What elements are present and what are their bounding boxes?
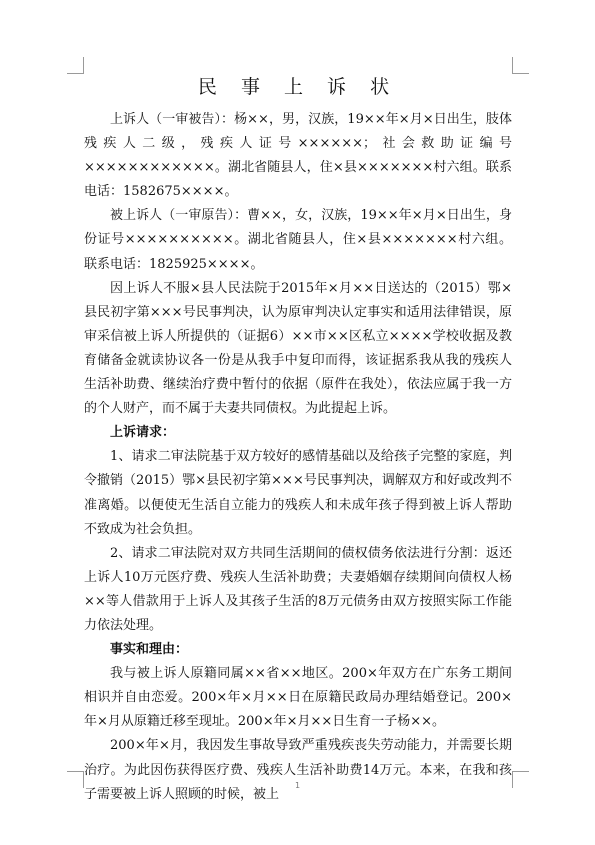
top-left-margin-mark [67, 57, 84, 74]
appeal-reason-paragraph: 因上诉人不服×县人民法院于2015年×月××日送达的（2015）鄂×县民初字第×××号民事判决，认为原审判决认定事实和适用法律错误，原审采信被上诉人所提供的（证据6）××市××区私立××××学校收据及教育储备金就读协议各一份是从我手中复印而得，该证据系我从我的残疾人生活补助费、继续治疗费中暂付的依据（原件在我处），依法应属于我一方的个人财产，而不属于夫妻共同债权。为此提起上诉。 [84, 280, 512, 417]
appeal-requests-heading: 上诉请求： [110, 425, 176, 441]
facts-reasons-heading: 事实和理由： [110, 642, 189, 658]
appellee-info: 被上诉人（一审原告）：曹××，女，汉族，19××年×月×日出生，身份证号××××××××××。湖北省随县人，住×县×××××××村六组。联系电话：1825925××××。 [84, 208, 512, 272]
appeal-request-2: 2、请求二审法院对双方共同生活期间的债权债务依法进行分割：返还上诉人10万元医疗费、残疾人生活补助费；夫妻婚姻存续期间向债权人杨××等人借款用于上诉人及其孩子生活的8万元债务由双方按照实际工作能力依法处理。 [84, 545, 512, 633]
document-body[interactable] [84, 72, 512, 807]
appeal-request-1: 1、请求二审法院基于双方较好的感情基础以及给孩子完整的家庭，判令撤销（2015）鄂×县民初字第×××号民事判决，调解双方和好或改判不准离婚。以便使无生活自立能力的残疾人和未成年孩子得到被上诉人帮助不致成为社会负担。 [84, 449, 512, 537]
facts-paragraph-1: 我与被上诉人原籍同属××省××地区。200×年双方在广东务工期间相识并自由恋爱。200×年×月××日在原籍民政局办理结婚登记。200×年×月从原籍迁移至现址。200×年×月××日生育一子杨××。 [84, 666, 512, 730]
top-right-margin-mark [512, 57, 529, 74]
facts-paragraph-2: 200×年×月，我因发生事故导致严重残疾丧失劳动能力，并需要长期治疗。为此因伤获得医疗费、残疾人生活补助费14万元。本来，在我和孩子需要被上诉人照顾的时候，被上 [84, 738, 512, 802]
appellant-info: 上诉人（一审被告）：杨××，男，汉族，19××年×月×日出生，肢体残疾人二级，残疾人证号××××××；社会救助证编号××××××××××××。湖北省随县人，住×县×××××××村六组。联系电话：1582675××××。 [84, 112, 512, 200]
page-number: 1 [294, 781, 301, 790]
document-title: 民 事 上 诉 状 [197, 76, 399, 98]
